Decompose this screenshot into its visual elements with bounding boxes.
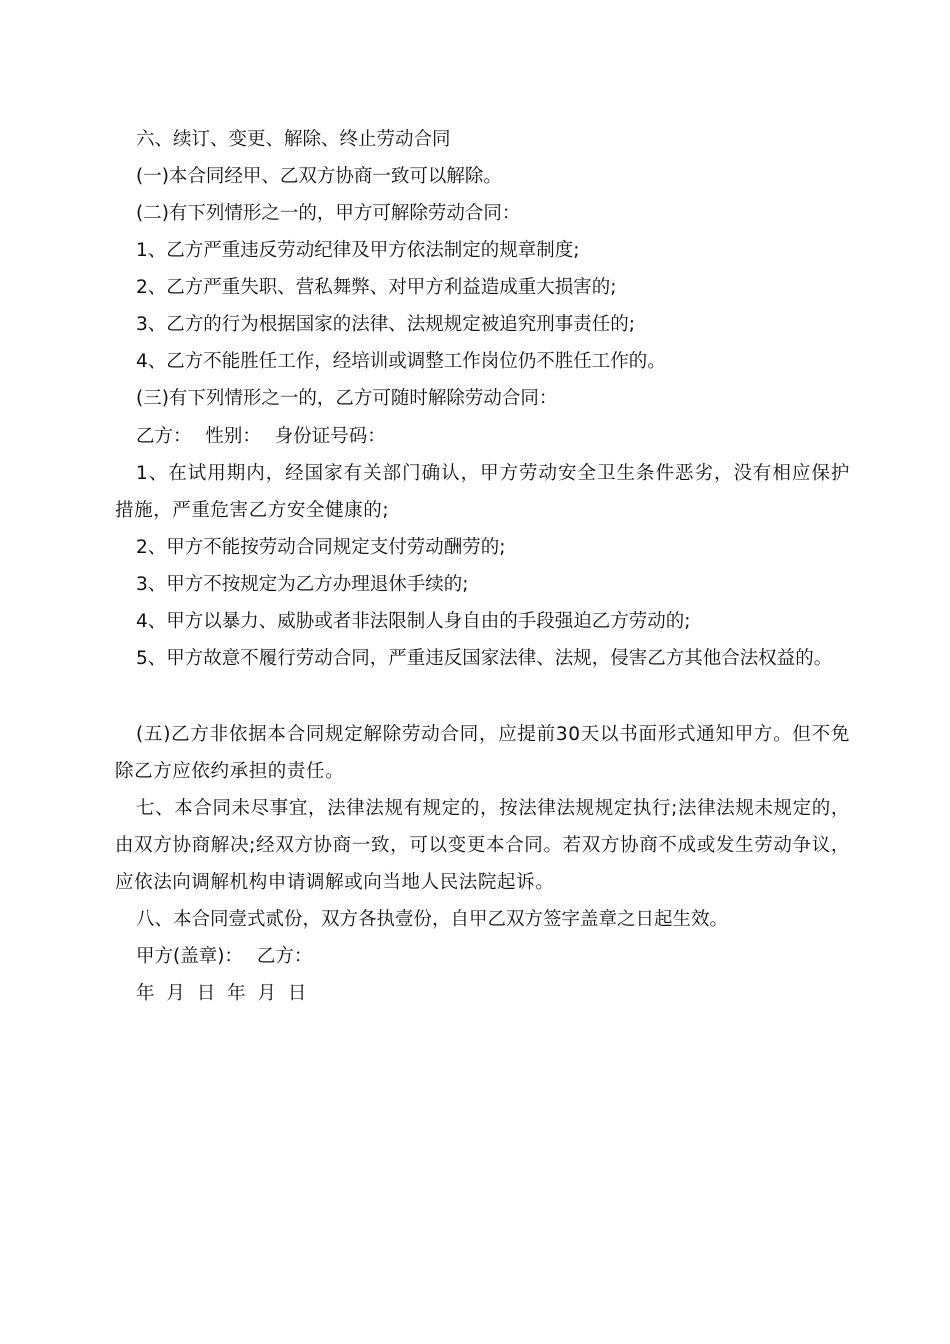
- clause-two-item-4: 4、乙方不能胜任工作，经培训或调整工作岗位仍不胜任工作的。: [136, 351, 666, 372]
- date-line: 年 月 日 年 月 日: [136, 983, 307, 1004]
- clause-three-item-1: 1、在试用期内，经国家有关部门确认，甲方劳动安全卫生条件恶劣，没有相应保护措施，严重危害乙方安全健康的;: [115, 463, 850, 521]
- clause-five: (五)乙方非依据本合同规定解除劳动合同，应提前30天以书面形式通知甲方。但不免除乙方应依约承担的责任。: [115, 724, 850, 782]
- clause-three-item-4: 4、甲方以暴力、威胁或者非法限制人身自由的手段强迫乙方劳动的;: [136, 611, 691, 632]
- clause-three: (三)有下列情形之一的，乙方可随时解除劳动合同：: [136, 388, 558, 409]
- party-b-info-line: 乙方： 性别： 身份证号码：: [136, 426, 386, 447]
- signature-line: 甲方(盖章)： 乙方：: [136, 946, 313, 967]
- clause-two-item-1: 1、乙方严重违反劳动纪律及甲方依法制定的规章制度;: [136, 240, 580, 261]
- clause-two: (二)有下列情形之一的，甲方可解除劳动合同：: [136, 203, 521, 224]
- section-eight: 八、本合同壹式贰份，双方各执壹份，自甲乙双方签字盖章之日起生效。: [136, 909, 729, 930]
- clause-two-item-2: 2、乙方严重失职、营私舞弊、对甲方利益造成重大损害的;: [136, 277, 617, 298]
- clause-three-item-3: 3、甲方不按规定为乙方办理退休手续的;: [136, 574, 469, 595]
- section-seven: 七、本合同未尽事宜，法律法规有规定的，按法律法规规定执行;法律法规未规定的，由双方协商解决;经双方协商一致，可以变更本合同。若双方协商不成或发生劳动争议，应依法向调解机构申请调解或向当地人民法院起诉。: [115, 798, 850, 893]
- clause-three-item-5: 5、甲方故意不履行劳动合同，严重违反国家法律、法规，侵害乙方其他合法权益的。: [136, 648, 833, 669]
- section-six-heading: 六、续订、变更、解除、终止劳动合同: [136, 129, 451, 150]
- clause-one: (一)本合同经甲、乙双方协商一致可以解除。: [136, 166, 502, 187]
- clause-two-item-3: 3、乙方的行为根据国家的法律、法规规定被追究刑事责任的;: [136, 314, 636, 335]
- clause-three-item-2: 2、甲方不能按劳动合同规定支付劳动酬劳的;: [136, 537, 506, 558]
